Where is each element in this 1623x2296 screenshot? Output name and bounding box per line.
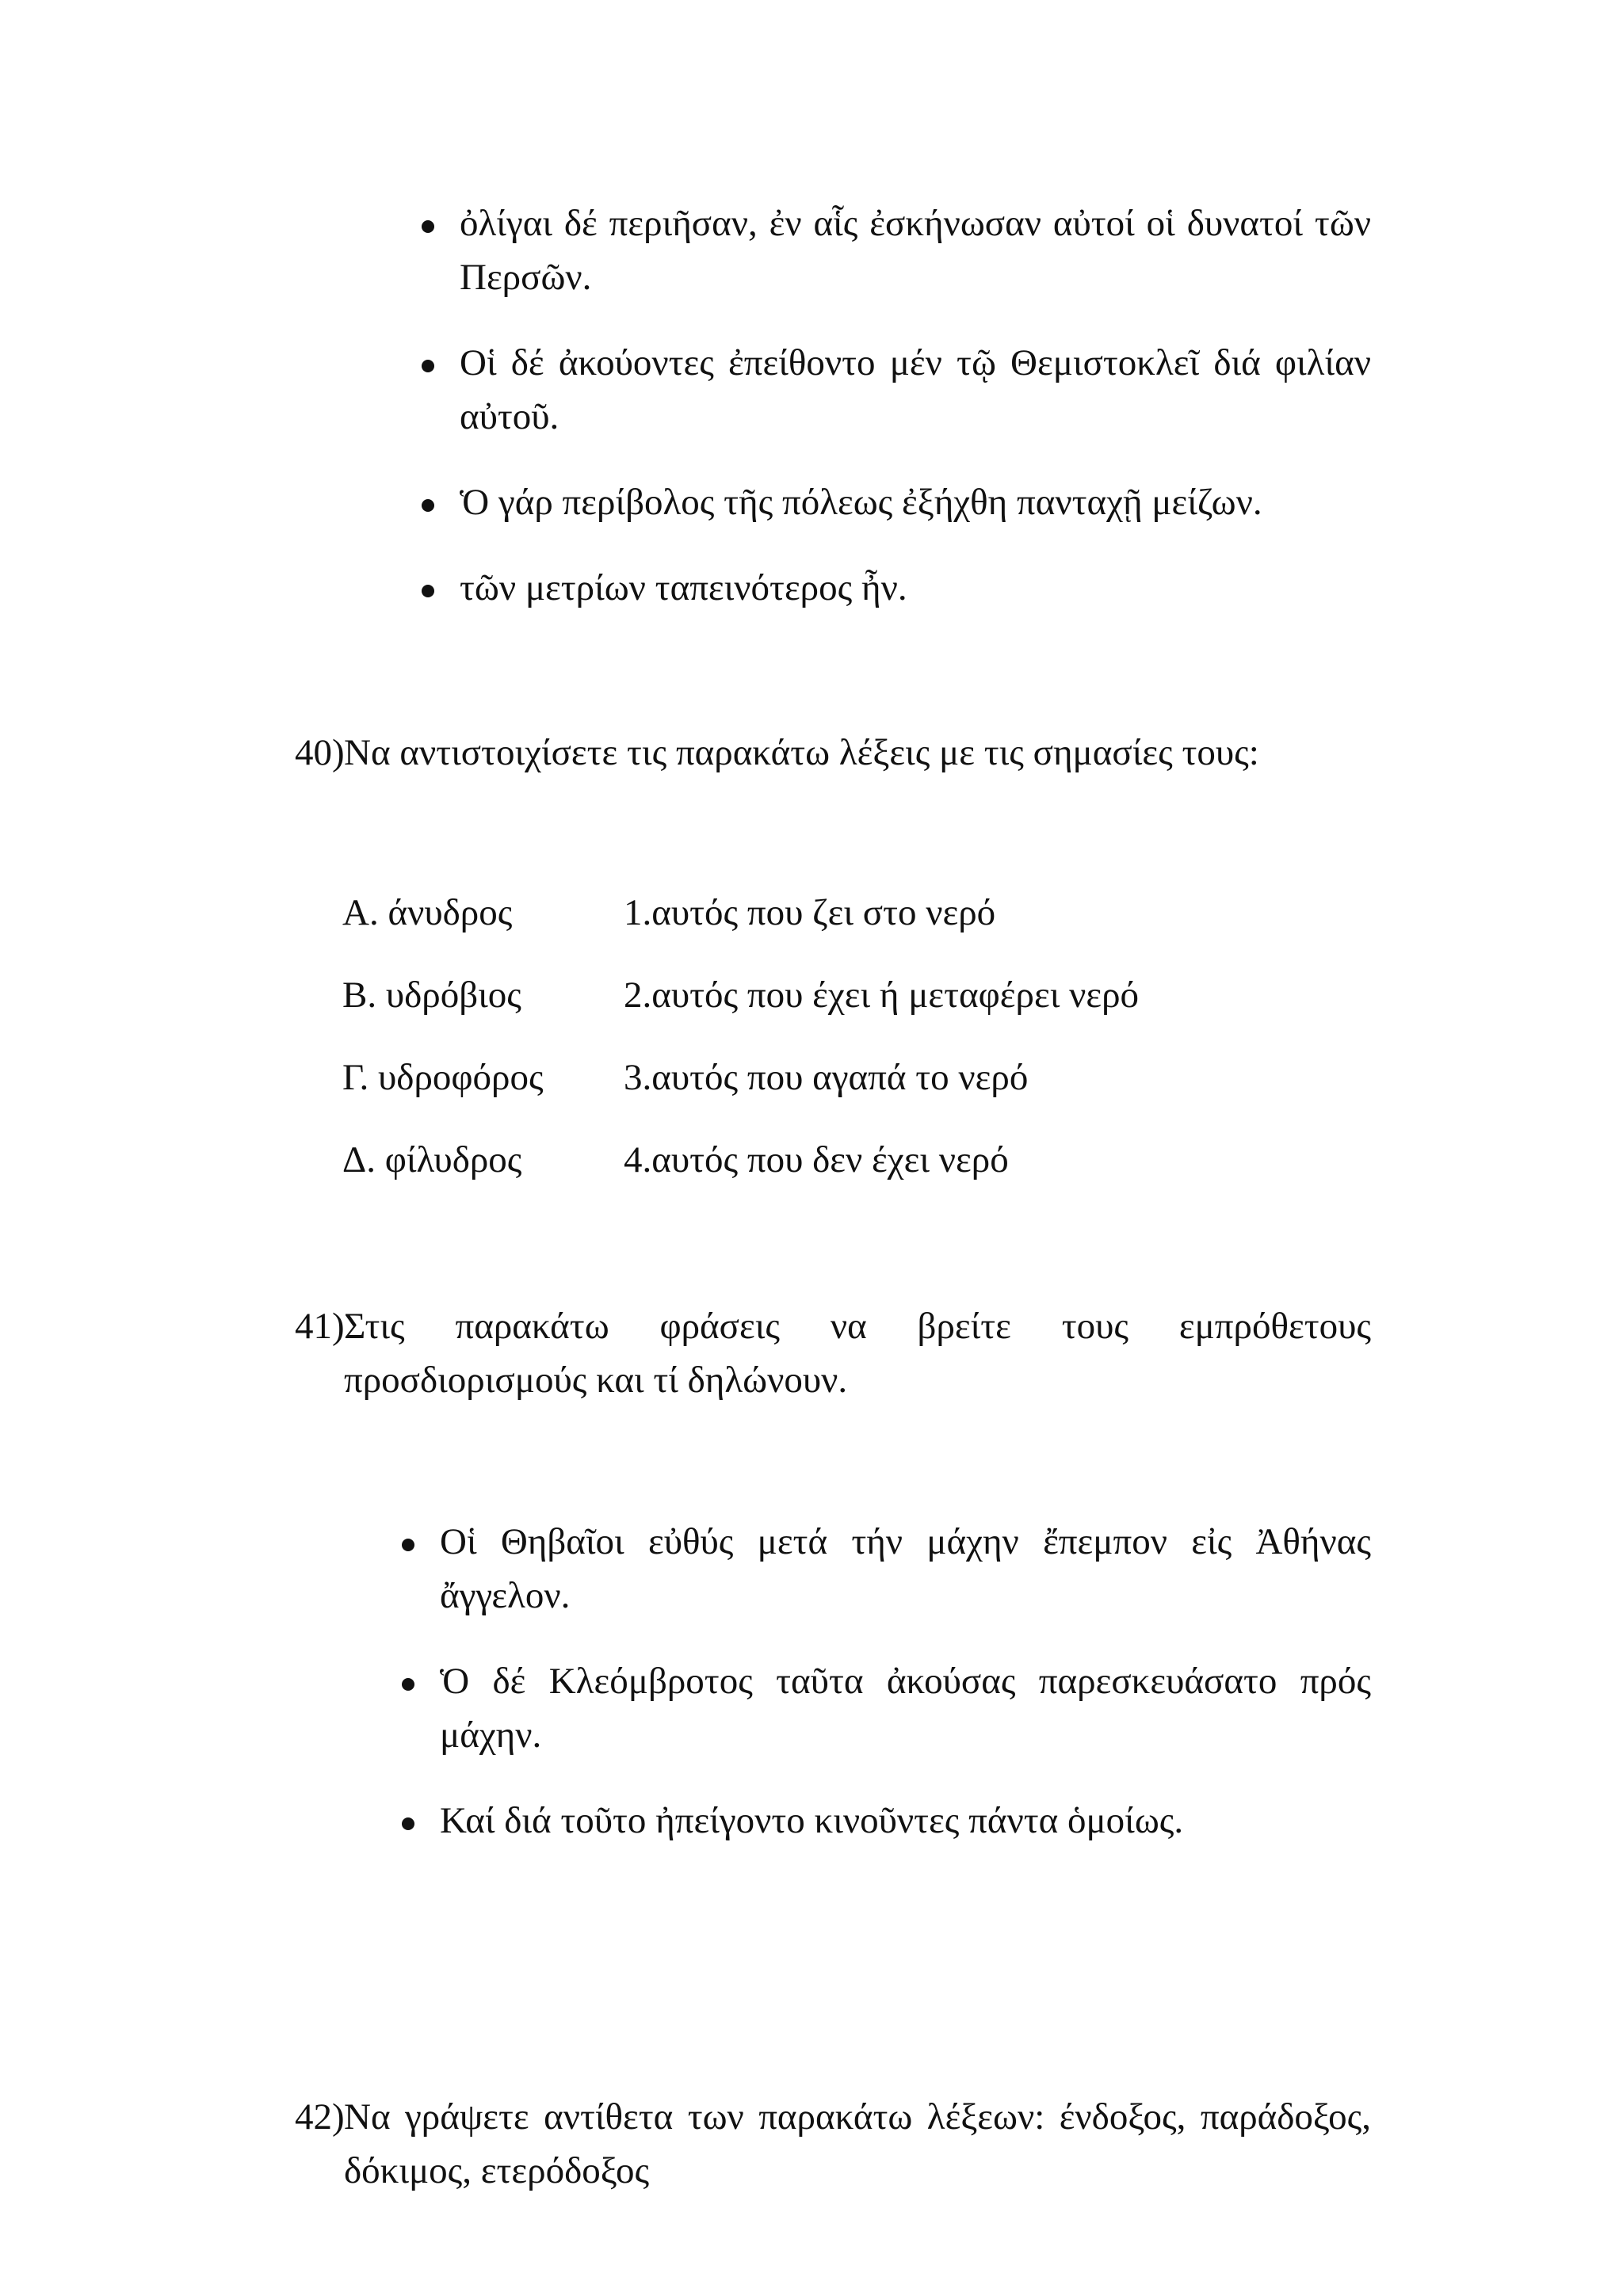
list-item: [440, 1515, 1371, 1623]
sentence-text: Καί διά τοῦτο ἠπείγοντο κινοῦντες πάντα ὁμοίως.: [440, 1800, 1184, 1841]
question-number: 40): [295, 732, 345, 773]
bullet-icon: [402, 1678, 414, 1691]
list-item: [460, 196, 1371, 304]
word-cell: Δ. φίλυδρος: [342, 1139, 522, 1180]
bullet-icon: [402, 1539, 414, 1551]
question-text: Να αντιστοιχίσετε τις παρακάτω λέξεις με τις σημασίες τους:: [344, 732, 1259, 773]
question-text: Στις παρακάτω φράσεις να βρείτε τους εμπρόθετους προσδιορισμούς και τί δηλώνουν.: [344, 1306, 1371, 1401]
question-42: [295, 2090, 1371, 2198]
sentence-text: Οἱ Θηβαῖοι εὐθύς μετά τήν μάχην ἔπεμπον εἰς Ἀθήνας ἄγγελον.: [440, 1521, 1371, 1616]
question-41: [295, 1299, 1371, 1407]
greek-sentences-list: [460, 196, 1371, 646]
bullet-icon: [402, 1817, 414, 1830]
meaning-cell: 2.αυτός που έχει ή μεταφέρει νερό: [624, 974, 1140, 1016]
question-number: 41): [295, 1306, 345, 1347]
list-item: [460, 475, 1371, 529]
q41-sentences-list: [440, 1515, 1371, 1879]
bullet-icon: [422, 220, 434, 233]
bullet-icon: [422, 585, 434, 597]
meaning-cell: 3.αυτός που αγαπά το νερό: [624, 1057, 1029, 1098]
list-item: [460, 561, 1371, 615]
word-cell: Α. άνυδρος: [342, 892, 513, 933]
word-cell: Γ. υδροφόρος: [342, 1057, 544, 1098]
question-text: Να γράψετε αντίθετα των παρακάτω λέξεων: ένδοξος, παράδοξος, δόκιμος, ετερόδοξος: [344, 2096, 1371, 2191]
table-row: [342, 886, 1139, 968]
word-cell: Β. υδρόβιος: [342, 974, 521, 1016]
sentence-text: Οἱ δέ ἀκούοντες ἐπείθοντο μέν τῷ Θεμιστοκλεῖ διά φιλίαν αὐτοῦ.: [460, 342, 1371, 437]
question-40: [295, 726, 1371, 780]
bullet-icon: [422, 360, 434, 372]
sentence-text: Ὁ δέ Κλεόμβροτος ταῦτα ἀκούσας παρεσκευάσατο πρός μάχην.: [440, 1661, 1371, 1756]
table-row: [342, 1051, 1139, 1133]
bullet-icon: [422, 499, 434, 512]
meaning-cell: 1.αυτός που ζει στο νερό: [624, 892, 996, 933]
sentence-text: Ὁ γάρ περίβολος τῆς πόλεως ἐξήχθη πανταχῇ μείζων.: [460, 482, 1262, 523]
question-number: 42): [295, 2096, 345, 2138]
sentence-text: ὀλίγαι δέ περιῆσαν, ἐν αἷς ἐσκήνωσαν αὐτοί οἱ δυνατοί τῶν Περσῶν.: [460, 203, 1371, 298]
table-row: [342, 1133, 1139, 1215]
meaning-cell: 4.αυτός που δεν έχει νερό: [624, 1139, 1009, 1180]
sentence-text: τῶν μετρίων ταπεινότερος ἦν.: [460, 567, 907, 608]
table-row: [342, 968, 1139, 1051]
list-item: [440, 1794, 1371, 1848]
list-item: [460, 336, 1371, 444]
matching-table: [342, 886, 1139, 1215]
list-item: [440, 1654, 1371, 1762]
